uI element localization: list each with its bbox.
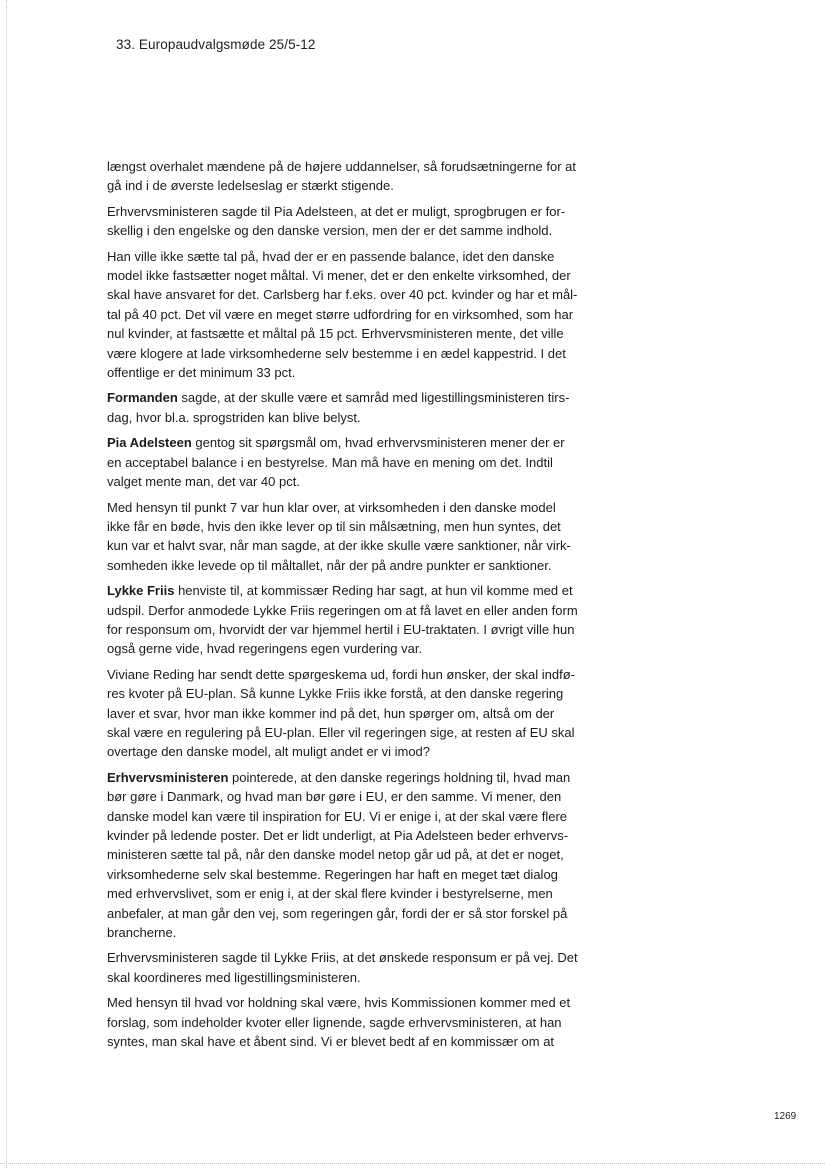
- text-line: valget mente man, det var 40 pct.: [107, 474, 300, 490]
- text-line: bør gøre i Danmark, og hvad man bør gøre i EU, er den samme. Vi mener, den: [107, 789, 562, 805]
- text-line: skal koordineres med ligestillingsministeren.: [107, 969, 361, 985]
- paragraph: [107, 433, 607, 491]
- text-line: kun var et halvt svar, når man sagde, at der ikke skulle være sanktioner, når virk-: [107, 538, 571, 554]
- text-line: laver et svar, hvor man ikke kommer ind på det, hun spørger om, altså om der: [107, 705, 555, 721]
- text-line: pointerede, at den danske regerings holdning til, hvad man: [228, 769, 571, 785]
- text-line: tal på 40 pct. Det vil være en meget større udfordring for en virksomhed, som har: [107, 306, 574, 322]
- text-line: forslag, som indeholder kvoter eller lignende, sagde erhvervsministeren, at han: [107, 1014, 562, 1030]
- speaker-name: Formanden: [107, 390, 178, 406]
- text-line: også gerne vide, hvad regeringens egen vurdering var.: [107, 641, 423, 657]
- text-line: overtage den danske model, alt muligt andet er vi imod?: [107, 744, 431, 760]
- text-line: Han ville ikke sætte tal på, hvad der er en passende balance, idet den danske: [107, 248, 555, 264]
- text-line: skellig i den engelske og den danske version, men der er det samme indhold.: [107, 223, 553, 239]
- paragraph: [107, 388, 607, 427]
- scan-left-edge: [6, 0, 7, 1168]
- text-line: henviste til, at kommissær Reding har sagt, at hun vil komme med et: [174, 583, 573, 599]
- text-line: nul kvinder, at fastsætte et måltal på 15 pct. Erhvervsministeren mente, det ville: [107, 326, 564, 342]
- text-line: ikke får en bøde, hvis den ikke lever op til sin målsætning, men hun syntes, det: [107, 518, 561, 534]
- text-line: Erhvervsministeren sagde til Lykke Friis, at det ønskede responsum er på vej. Det: [107, 950, 578, 966]
- paragraph: [107, 157, 607, 196]
- speaker-name: Lykke Friis: [107, 583, 175, 599]
- paragraph: [107, 948, 607, 987]
- text-line: danske model kan være til inspiration for EU. Vi er enige i, at der skal være flere: [107, 808, 568, 824]
- text-line: Med hensyn til hvad vor holdning skal være, hvis Kommissionen kommer med et: [107, 995, 571, 1011]
- page-number: 1269: [774, 1111, 797, 1122]
- body-text: [107, 157, 607, 1057]
- text-line: syntes, man skal have et åbent sind. Vi er blevet bedt af en kommissær om at: [107, 1034, 555, 1050]
- text-line: skal være en regulering på EU-plan. Eller vil regeringen sige, at resten af EU skal: [107, 724, 575, 740]
- text-line: somheden ikke levede op til måltallet, når der på andre punkter er sanktioner.: [107, 557, 552, 573]
- text-line: anbefaler, at man går den vej, som regeringen går, fordi der er så stor forskel på: [107, 905, 568, 921]
- paragraph: [107, 247, 607, 383]
- text-line: Med hensyn til punkt 7 var hun klar over, at virksomheden i den danske model: [107, 499, 556, 515]
- page-header: 33. Europaudvalgsmøde 25/5-12: [116, 37, 316, 52]
- text-line: Erhvervsministeren sagde til Pia Adelsteen, at det er muligt, sprogbrugen er for-: [107, 203, 566, 219]
- text-line: sagde, at der skulle være et samråd med ligestillingsministeren tirs-: [177, 390, 570, 406]
- text-line: for responsum om, hvorvidt der var hjemmel hertil i EU-traktaten. I øvrigt ville hun: [107, 621, 575, 637]
- paragraph: [107, 202, 607, 241]
- speaker-name: Erhvervsministeren: [107, 769, 229, 785]
- text-line: Viviane Reding har sendt dette spørgeskema ud, fordi hun ønsker, der skal indfø-: [107, 666, 576, 682]
- paragraph: [107, 768, 607, 943]
- text-line: skal have ansvaret for det. Carlsberg har f.eks. over 40 pct. kvinder og har et mål-: [107, 287, 578, 303]
- text-line: res kvoter på EU-plan. Så kunne Lykke Friis ikke forstå, at den danske regering: [107, 686, 564, 702]
- text-line: længst overhalet mændene på de højere uddannelser, så forudsætningerne for at: [107, 159, 577, 174]
- text-line: brancherne.: [107, 925, 177, 941]
- text-line: med erhvervslivet, som er enig i, at der skal flere kvinder i bestyrelserne, men: [107, 886, 553, 902]
- text-line: udspil. Derfor anmodede Lykke Friis regeringen om at få lavet en eller anden form: [107, 602, 578, 618]
- text-line: gå ind i de øverste ledelseslag er stærkt stigende.: [107, 178, 394, 194]
- paragraph: [107, 581, 607, 659]
- text-line: være klogere at lade virksomhederne selv bestemme i en ædel kappestrid. I det: [107, 345, 566, 361]
- text-line: ministeren sætte tal på, når den danske model netop går ud på, at det er noget,: [107, 847, 564, 863]
- text-line: kvinder på ledende poster. Det er lidt underligt, at Pia Adelsteen beder erhvervs-: [107, 828, 569, 843]
- paragraph: [107, 665, 607, 762]
- text-line: dag, hvor bl.a. sprogstriden kan blive belyst.: [107, 409, 361, 425]
- paragraph: [107, 993, 607, 1051]
- text-line: en acceptabel balance i en bestyrelse. Man må have en mening om det. Indtil: [107, 454, 553, 470]
- text-line: offentlige er det minimum 33 pct.: [107, 365, 296, 381]
- text-line: model ikke fastsætter noget måltal. Vi mener, det er den enkelte virksomhed, der: [107, 268, 571, 284]
- speaker-name: Pia Adelsteen: [107, 435, 192, 451]
- text-line: gentog sit spørgsmål om, hvad erhvervsministeren mener der er: [191, 435, 565, 451]
- scan-bottom-edge: [0, 1163, 825, 1164]
- paragraph: [107, 498, 607, 576]
- text-line: virksomhederne selv skal bestemme. Regeringen har haft en meget tæt dialog: [107, 866, 558, 882]
